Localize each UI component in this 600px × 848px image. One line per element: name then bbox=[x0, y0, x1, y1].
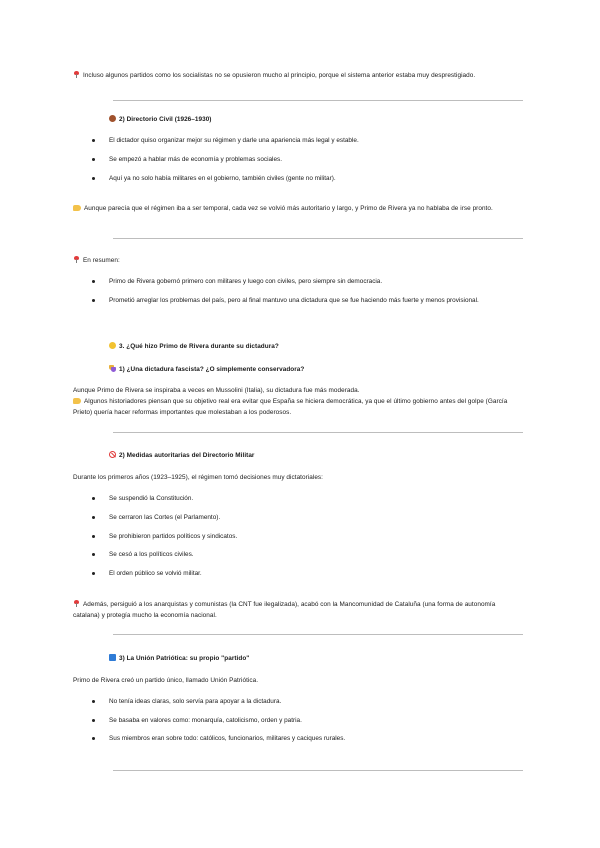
section-heading-union bbox=[109, 653, 249, 664]
section-heading-medidas bbox=[109, 450, 254, 461]
list-item bbox=[92, 531, 512, 542]
list-item-text: Prometió arreglar los problemas del país, pero al final mantuvo una dictadura que se fue haciendo más fuerte y menos provisional. bbox=[109, 297, 479, 304]
list-item bbox=[92, 276, 512, 287]
list-item-text: Se basaba en valores como: monarquía, catolicismo, orden y patria. bbox=[109, 717, 302, 724]
list-item-text: Se cerraron las Cortes (el Parlamento). bbox=[109, 514, 221, 521]
list-item bbox=[92, 295, 512, 306]
medidas-intro bbox=[73, 472, 323, 483]
list-item-text: Aquí ya no solo había militares en el gobierno, también civiles (gente no militar). bbox=[109, 175, 336, 182]
no-entry-icon bbox=[109, 451, 116, 458]
intro-text: Incluso algunos partidos como los socialistas no se opusieron mucho al principio, porque el sistema anterior estaba muy desprestigiado. bbox=[83, 72, 476, 79]
summary-label bbox=[73, 255, 120, 266]
paragraph-text: Aunque Primo de Rivera se inspiraba a veces en Mussolini (Italia), su dictadura fue más moderada. bbox=[73, 387, 360, 394]
divider bbox=[113, 238, 523, 239]
list-item bbox=[92, 154, 512, 165]
subheading-text: 1) ¿Una dictadura fascista? ¿O simplemente conservadora? bbox=[119, 366, 305, 373]
performing-arts-icon bbox=[109, 365, 116, 372]
union-intro bbox=[73, 675, 258, 686]
paragraph-text: Durante los primeros años (1923–1925), el régimen tomó decisiones muy dictatoriales: bbox=[73, 474, 324, 481]
list-item bbox=[92, 173, 512, 184]
divider bbox=[113, 432, 523, 433]
pointing-hand-icon bbox=[73, 398, 81, 404]
list-item-text: El dictador quiso organizar mejor su régimen y darle una apariencia más legal y estable. bbox=[109, 137, 359, 144]
brown-circle-icon bbox=[109, 115, 116, 122]
heading-text: 2) Directorio Civil (1926–1930) bbox=[119, 116, 212, 123]
paragraph-text: Algunos historiadores piensan que su objetivo real era evitar que España se hiciera democrática, ya que el último gobierno antes del golpe (García Prieto) quería hacer reformas importantes que molestaban a los poderosos. bbox=[73, 398, 508, 416]
list-item bbox=[92, 568, 512, 579]
paragraph-text: Primo de Rivera creó un partido único, llamado Unión Patriótica. bbox=[73, 677, 259, 684]
note-text: Aunque parecía que el régimen iba a ser temporal, cada vez se volvió más autoritario y largo, y Primo de Rivera ya no hablaba de irse pronto. bbox=[84, 205, 493, 212]
note-paragraph bbox=[73, 599, 523, 621]
list-item-text: Se suspendió la Constitución. bbox=[109, 495, 194, 502]
divider bbox=[113, 770, 523, 771]
list-item-text: El orden público se volvió militar. bbox=[109, 570, 202, 577]
list-item-text: Sus miembros eran sobre todo: católicos, funcionarios, militares y caciques rurales. bbox=[109, 735, 346, 742]
paragraph-mussolini bbox=[73, 385, 523, 418]
list-item bbox=[92, 715, 512, 726]
pushpin-icon bbox=[73, 71, 80, 78]
section-heading-directorio-civil bbox=[109, 114, 211, 125]
intro-paragraph bbox=[73, 70, 533, 81]
note-text: Además, persiguió a los anarquistas y comunistas (la CNT fue ilegalizada), acabó con la Mancomunidad de Cataluña (una forma de autonomía catalana) y protegía mucho la economía nacional. bbox=[73, 601, 496, 619]
list-item-text: Se prohibieron partidos políticos y sindicatos. bbox=[109, 533, 238, 540]
pushpin-icon bbox=[73, 256, 80, 263]
list-item bbox=[92, 733, 512, 744]
yellow-circle-icon bbox=[109, 342, 116, 349]
list-item bbox=[92, 512, 512, 523]
heading-text: 3) La Unión Patriótica: su propio "partido" bbox=[119, 655, 250, 662]
list-item bbox=[92, 493, 512, 504]
divider bbox=[113, 634, 523, 635]
list-item-text: No tenía ideas claras, solo servía para apoyar a la dictadura. bbox=[109, 698, 282, 705]
summary-label-text: En resumen: bbox=[83, 257, 120, 264]
list-item bbox=[92, 696, 512, 707]
list-item-text: Se empezó a hablar más de economía y problemas sociales. bbox=[109, 156, 282, 163]
pointing-hand-icon bbox=[73, 205, 81, 211]
subheading-fascista bbox=[109, 364, 304, 375]
heading-text: 3. ¿Qué hizo Primo de Rivera durante su dictadura? bbox=[119, 343, 279, 350]
list-item bbox=[92, 135, 512, 146]
list-item-text: Se cesó a los políticos civiles. bbox=[109, 551, 194, 558]
heading-text: 2) Medidas autoritarias del Directorio Militar bbox=[119, 452, 255, 459]
list-item-text: Primo de Rivera gobernó primero con militares y luego con civiles, pero siempre sin democracia. bbox=[109, 278, 383, 285]
note-paragraph bbox=[73, 203, 523, 214]
section-heading-q3 bbox=[109, 341, 279, 352]
list-item bbox=[92, 549, 512, 560]
divider bbox=[113, 100, 523, 101]
pushpin-icon bbox=[73, 600, 80, 607]
blue-square-icon bbox=[109, 654, 116, 661]
